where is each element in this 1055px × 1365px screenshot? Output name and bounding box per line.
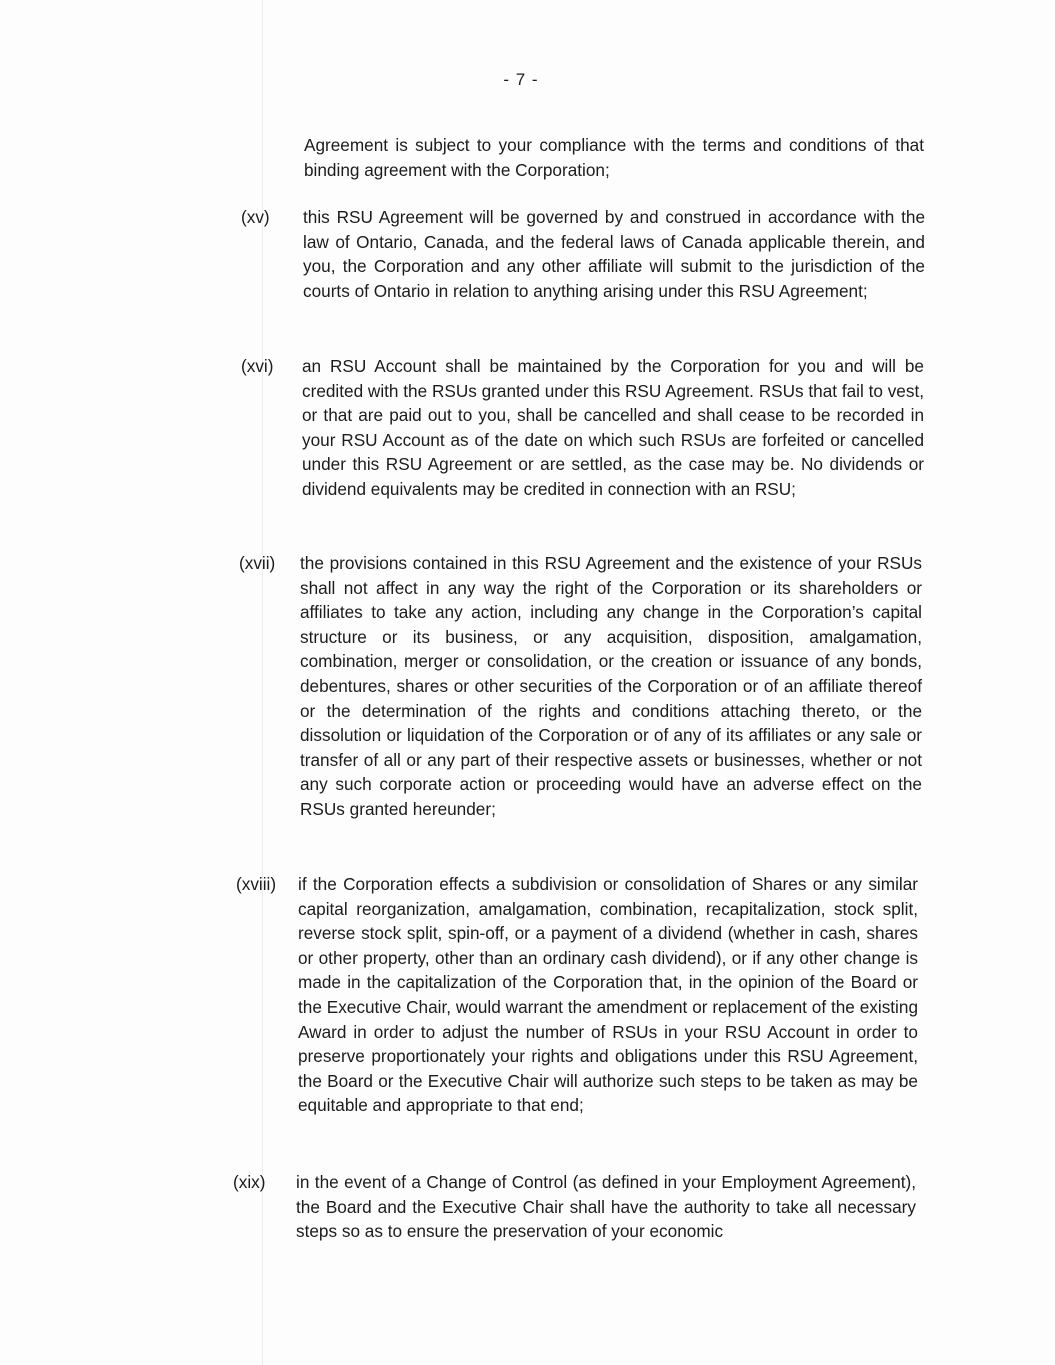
item-number: (xvii) bbox=[239, 553, 276, 573]
item-text: this RSU Agreement will be governed by and construed in accordance with the law of Ontario, Canada, and the federal laws of Canada applicable therein, and you, the Corporation and any other affiliate will submit to the jurisdiction of the courts of Ontario in relation to anything arising under this RSU Agreement; bbox=[303, 207, 925, 301]
item-text: if the Corporation effects a subdivision or consolidation of Shares or any similar capital reorganization, amalgamation, combination, recapitalization, stock split, reverse stock split, spin-off, or a payment of a dividend (whether in cash, shares or other property, other than an ordinary cash dividend), or if any other change is made in the capitalization of the Corporation that, in the opinion of the Board or the Executive Chair, would warrant the amendment or replacement of the existing Award in order to adjust the number of RSUs in your RSU Account in order to preserve proportionately your rights and obligations under this RSU Agreement, the Board or the Executive Chair will authorize such steps to be taken as may be equitable and appropriate to that end; bbox=[298, 874, 918, 1116]
page-number: - 7 - bbox=[503, 70, 539, 89]
item-number: (xix) bbox=[233, 1172, 266, 1192]
paragraph-text: Agreement is subject to your compliance with the terms and conditions of that binding agreement with the Corporation; bbox=[304, 135, 924, 180]
item-text: in the event of a Change of Control (as defined in your Employment Agreement), the Board and the Executive Chair shall have the authority to take all necessary steps so as to ensure the preservation of your economic bbox=[296, 1172, 916, 1242]
item-number: (xvi) bbox=[241, 356, 274, 376]
item-number: (xv) bbox=[241, 207, 270, 227]
item-number: (xviii) bbox=[236, 874, 277, 894]
item-text: an RSU Account shall be maintained by the Corporation for you and will be credited with the RSUs granted under this RSU Agreement. RSUs that fail to vest, or that are paid out to you, shall be cancelled and shall cease to be recorded in your RSU Account as of the date on which such RSUs are forfeited or cancelled under this RSU Agreement or are settled, as the case may be. No dividends or dividend equivalents may be credited in connection with an RSU; bbox=[302, 356, 924, 499]
item-text: the provisions contained in this RSU Agreement and the existence of your RSUs shall not affect in any way the right of the Corporation or its shareholders or affiliates to take any action, including any change in the Corporation’s capital structure or its business, or any acquisition, disposition, amalgamation, combination, merger or consolidation, or the creation or issuance of any bonds, debentures, shares or other securities of the Corporation or of an affiliate thereof or the determination of the rights and conditions attaching thereto, or the dissolution or liquidation of the Corporation or of any of its affiliates or any sale or transfer of all or any part of their respective assets or businesses, whether or not any such corporate action or proceeding would have an adverse effect on the RSUs granted hereunder; bbox=[300, 553, 922, 819]
